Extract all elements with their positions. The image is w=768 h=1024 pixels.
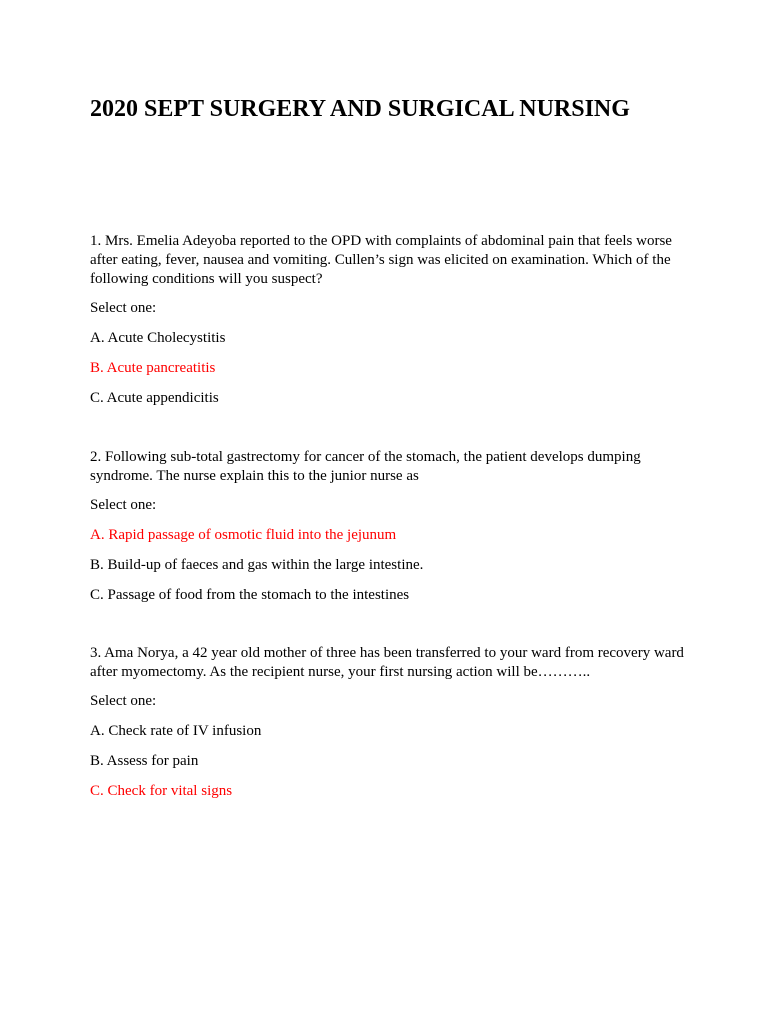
question-text: 1. Mrs. Emelia Adeyoba reported to the OPD with complaints of abdominal pain that feels worse after eating, fever, nausea and vomiting. Cullen’s sign was elicited on examination. Which of the following conditions will you suspect? xyxy=(90,233,672,287)
question-text: 3. Ama Norya, a 42 year old mother of three has been transferred to your ward from recovery ward after myomectomy. As the recipient nurse, your first nursing action will be……….. xyxy=(90,645,684,680)
answer-option-a: A. Check rate of IV infusion xyxy=(90,723,262,739)
question-3 xyxy=(90,644,690,801)
answer-option-b: B. Acute pancreatitis xyxy=(90,360,216,376)
answer-option-b: B. Build-up of faeces and gas within the large intestine. xyxy=(90,557,424,573)
answer-option-b: B. Assess for pain xyxy=(90,753,199,769)
question-text: 2. Following sub-total gastrectomy for cancer of the stomach, the patient develops dumping syndrome. The nurse explain this to the junior nurse as xyxy=(90,449,641,484)
question-2 xyxy=(90,448,690,605)
select-one-prompt: Select one: xyxy=(90,497,157,513)
answer-option-c: C. Check for vital signs xyxy=(90,783,233,799)
select-one-prompt: Select one: xyxy=(90,693,157,709)
question-1 xyxy=(90,232,690,408)
document-title: 2020 SEPT SURGERY AND SURGICAL NURSING xyxy=(90,96,630,122)
answer-option-c: C. Passage of food from the stomach to the intestines xyxy=(90,587,410,603)
answer-option-c: C. Acute appendicitis xyxy=(90,390,219,406)
answer-option-a: A. Acute Cholecystitis xyxy=(90,330,226,346)
select-one-prompt: Select one: xyxy=(90,300,157,316)
answer-option-a: A. Rapid passage of osmotic fluid into the jejunum xyxy=(90,527,397,543)
